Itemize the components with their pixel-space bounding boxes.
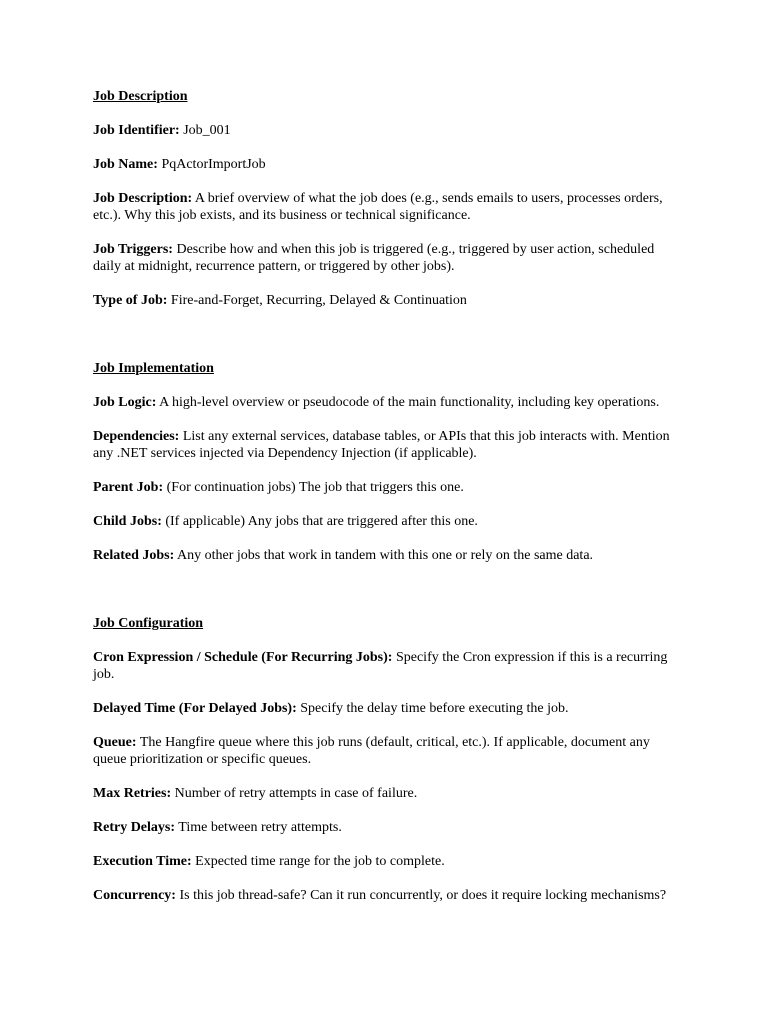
section-title: Job Implementation (93, 361, 214, 376)
document-page (93, 88, 683, 921)
field-delayed-time (93, 700, 683, 717)
field-max-retries (93, 785, 683, 802)
section-title: Job Configuration (93, 616, 204, 631)
field-value: Fire-and-Forget, Recurring, Delayed & Continuation (170, 293, 467, 308)
field-value: (If applicable) Any jobs that are triggered after this one. (165, 514, 478, 529)
field-retry-delays (93, 819, 683, 836)
field-value: Specify the Cron expression if this is a recurring job. (93, 650, 668, 682)
field-execution-time (93, 853, 683, 870)
field-value: PqActorImportJob (161, 157, 266, 172)
field-label: Queue: (93, 735, 137, 750)
section-title: Job Description (93, 89, 188, 104)
field-value: Is this job thread-safe? Can it run concurrently, or does it require locking mechanisms? (179, 888, 667, 903)
field-related-jobs (93, 547, 683, 564)
field-value: Time between retry attempts. (178, 820, 342, 835)
field-label: Parent Job: (93, 480, 164, 495)
field-job-description (93, 190, 683, 224)
field-value: List any external services, database tables, or APIs that this job interacts with. Mention any .NET services injected via Dependency Injection (if applicable). (93, 429, 670, 461)
field-value: Expected time range for the job to complete. (195, 854, 445, 869)
field-label: Job Description: (93, 191, 193, 206)
field-parent-job (93, 479, 683, 496)
field-value: A high-level overview or pseudocode of the main functionality, including key operations. (159, 395, 660, 410)
field-dependencies (93, 428, 683, 462)
field-value: (For continuation jobs) The job that triggers this one. (166, 480, 464, 495)
field-value: Specify the delay time before executing the job. (300, 701, 569, 716)
field-label: Job Name: (93, 157, 158, 172)
field-job-logic (93, 394, 683, 411)
field-job-triggers (93, 241, 683, 275)
field-value: Number of retry attempts in case of failure. (174, 786, 418, 801)
field-label: Job Triggers: (93, 242, 173, 257)
field-label: Job Logic: (93, 395, 157, 410)
field-label: Type of Job: (93, 293, 168, 308)
section-job-implementation (93, 360, 683, 564)
field-label: Cron Expression / Schedule (For Recurring Jobs): (93, 650, 393, 665)
field-concurrency (93, 887, 683, 904)
field-child-jobs (93, 513, 683, 530)
field-cron-expression (93, 649, 683, 683)
field-type-of-job (93, 292, 683, 309)
field-label: Max Retries: (93, 786, 172, 801)
field-value: The Hangfire queue where this job runs (default, critical, etc.). If applicable, document any queue prioritization or specific queues. (93, 735, 650, 767)
field-label: Execution Time: (93, 854, 192, 869)
field-value: A brief overview of what the job does (e.g., sends emails to users, processes orders, etc.). Why this job exists, and its business or technical significance. (93, 191, 663, 223)
field-value: Job_001 (183, 123, 231, 138)
field-label: Child Jobs: (93, 514, 162, 529)
section-job-description (93, 88, 683, 309)
field-value: Describe how and when this job is triggered (e.g., triggered by user action, scheduled daily at midnight, recurrence pattern, or triggered by other jobs). (93, 242, 655, 274)
field-label: Related Jobs: (93, 548, 175, 563)
field-label: Delayed Time (For Delayed Jobs): (93, 701, 297, 716)
field-job-name (93, 156, 683, 173)
field-label: Job Identifier: (93, 123, 180, 138)
field-label: Dependencies: (93, 429, 180, 444)
field-label: Retry Delays: (93, 820, 176, 835)
field-queue (93, 734, 683, 768)
section-job-configuration (93, 615, 683, 904)
field-job-identifier (93, 122, 683, 139)
field-value: Any other jobs that work in tandem with this one or rely on the same data. (177, 548, 594, 563)
field-label: Concurrency: (93, 888, 176, 903)
